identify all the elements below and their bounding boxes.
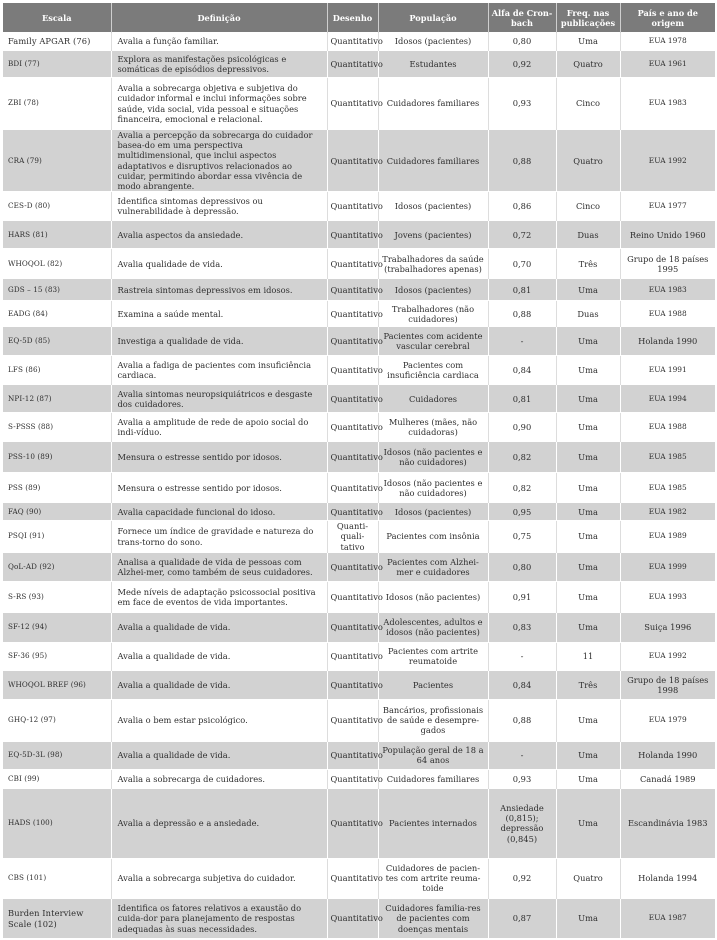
cell-design: Quantitativo	[327, 130, 378, 192]
cell-scale: EQ-5D-3L (98)	[3, 741, 111, 769]
cell-scale: WHOQOL (82)	[3, 249, 111, 279]
cell-frequency: Três	[556, 249, 620, 279]
cell-definition: Identifica os fatores relativos a exaustão do cuida-dor para planejamento de respostas adequadas às suas necessidades.	[111, 898, 327, 938]
cell-origin: EUA 1977	[620, 192, 715, 221]
cell-design: Quantitativo	[327, 78, 378, 130]
cell-definition: Avalia a sobrecarga subjetiva do cuidador.	[111, 858, 327, 898]
cell-design: Quantitativo	[327, 279, 378, 301]
cell-population: Pacientes com acidente vascular cerebral	[378, 327, 488, 356]
cell-frequency: Uma	[556, 552, 620, 581]
cell-population: Pacientes com artrite reumatoide	[378, 642, 488, 670]
cell-definition: Avalia capacidade funcional do idoso.	[111, 503, 327, 521]
cell-design: Quantitativo	[327, 192, 378, 221]
cell-origin: EUA 1978	[620, 33, 715, 51]
cell-definition: Avalia a qualidade de vida.	[111, 612, 327, 642]
cell-origin: Suiça 1996	[620, 612, 715, 642]
cell-definition: Mede níveis de adaptação psicossocial positiva em face de eventos de vida importantes.	[111, 581, 327, 612]
cell-origin: Reino Unido 1960	[620, 221, 715, 249]
table-row	[3, 279, 715, 301]
table-row	[3, 788, 715, 858]
cell-alpha: 0,86	[488, 192, 556, 221]
table-row	[3, 699, 715, 741]
cell-design: Quantitativo	[327, 442, 378, 473]
cell-alpha: 0,93	[488, 78, 556, 130]
cell-scale: GHQ-12 (97)	[3, 699, 111, 741]
header-origin: País e ano de origem	[620, 3, 715, 33]
cell-scale: CBI (99)	[3, 769, 111, 788]
cell-definition: Identifica sintomas depressivos ou vulnerabilidade à depressão.	[111, 192, 327, 221]
cell-definition: Examina a saúde mental.	[111, 301, 327, 327]
header-definition: Definição	[111, 3, 327, 33]
cell-origin: EUA 1992	[620, 642, 715, 670]
cell-population: Bancários, profissionais de saúde e desempre-gados	[378, 699, 488, 741]
cell-design: Quantitativo	[327, 642, 378, 670]
table-row	[3, 503, 715, 521]
cell-scale: CRA (79)	[3, 130, 111, 192]
cell-design: Quantitativo	[327, 581, 378, 612]
cell-origin: Grupo de 18 países 1995	[620, 249, 715, 279]
cell-frequency: Quatro	[556, 858, 620, 898]
table-row	[3, 301, 715, 327]
cell-frequency: Uma	[556, 521, 620, 553]
header-alpha: Alfa de Cron-bach	[488, 3, 556, 33]
cell-origin: EUA 1994	[620, 385, 715, 413]
table-row	[3, 221, 715, 249]
header-population: População	[378, 3, 488, 33]
cell-alpha: 0,75	[488, 521, 556, 553]
cell-origin: Canadá 1989	[620, 769, 715, 788]
cell-design: Quantitativo	[327, 503, 378, 521]
cell-alpha: 0,91	[488, 581, 556, 612]
cell-origin: EUA 1987	[620, 898, 715, 938]
header-design: Desenho	[327, 3, 378, 33]
cell-population: Pacientes	[378, 670, 488, 699]
cell-frequency: Uma	[556, 33, 620, 51]
cell-definition: Explora as manifestações psicológicas e somáticas de episódios depressivos.	[111, 51, 327, 78]
table-row	[3, 898, 715, 938]
cell-definition: Mensura o estresse sentido por idosos.	[111, 473, 327, 503]
cell-design: Quantitativo	[327, 612, 378, 642]
cell-population: Jovens (pacientes)	[378, 221, 488, 249]
cell-scale: HADS (100)	[3, 788, 111, 858]
cell-frequency: Uma	[556, 356, 620, 385]
table-row	[3, 612, 715, 642]
cell-alpha: 0,88	[488, 699, 556, 741]
cell-population: Pacientes com Alzhei-mer e cuidadores	[378, 552, 488, 581]
cell-population: Cuidadores familiares	[378, 78, 488, 130]
cell-scale: WHOQOL BREF (96)	[3, 670, 111, 699]
cell-scale: EADG (84)	[3, 301, 111, 327]
cell-design: Quantitativo	[327, 249, 378, 279]
cell-origin: EUA 1988	[620, 301, 715, 327]
cell-frequency: Uma	[556, 612, 620, 642]
cell-origin: EUA 1961	[620, 51, 715, 78]
cell-definition: Avalia a sobrecarga objetiva e subjetiva do cuidador informal e inclui informações sobre saúde, vida social, vida pessoal e situações financeira, emocional e relacional.	[111, 78, 327, 130]
cell-scale: EQ-5D (85)	[3, 327, 111, 356]
cell-alpha: 0,83	[488, 612, 556, 642]
table-row	[3, 442, 715, 473]
cell-origin: Holanda 1990	[620, 327, 715, 356]
cell-frequency: Quatro	[556, 51, 620, 78]
cell-alpha: 0,84	[488, 356, 556, 385]
cell-alpha: 0,81	[488, 279, 556, 301]
cell-frequency: Cinco	[556, 78, 620, 130]
cell-population: Cuidadores familiares	[378, 769, 488, 788]
cell-frequency: Uma	[556, 769, 620, 788]
cell-definition: Avalia a função familiar.	[111, 33, 327, 51]
cell-alpha: -	[488, 327, 556, 356]
table-header-row	[3, 3, 715, 33]
cell-frequency: Uma	[556, 413, 620, 442]
cell-scale: S-PSSS (88)	[3, 413, 111, 442]
cell-frequency: Uma	[556, 788, 620, 858]
cell-origin: EUA 1989	[620, 521, 715, 553]
table-row	[3, 642, 715, 670]
table-row	[3, 33, 715, 51]
cell-origin: EUA 1999	[620, 552, 715, 581]
cell-definition: Mensura o estresse sentido por idosos.	[111, 442, 327, 473]
cell-population: Cuidadores familiares	[378, 130, 488, 192]
cell-scale: BDI (77)	[3, 51, 111, 78]
table-body	[3, 33, 715, 939]
cell-alpha: 0,95	[488, 503, 556, 521]
cell-origin: EUA 1979	[620, 699, 715, 741]
cell-population: Idosos (pacientes)	[378, 33, 488, 51]
cell-definition: Rastreia sintomas depressivos em idosos.	[111, 279, 327, 301]
cell-design: Quantitativo	[327, 769, 378, 788]
cell-alpha: 0,92	[488, 858, 556, 898]
cell-frequency: Três	[556, 670, 620, 699]
cell-frequency: Cinco	[556, 192, 620, 221]
cell-scale: PSS-10 (89)	[3, 442, 111, 473]
cell-alpha: 0,81	[488, 385, 556, 413]
cell-origin: EUA 1983	[620, 78, 715, 130]
header-scale: Escala	[3, 3, 111, 33]
cell-population: Trabalhadores da saúde (trabalhadores apenas)	[378, 249, 488, 279]
cell-origin: EUA 1991	[620, 356, 715, 385]
cell-origin: EUA 1982	[620, 503, 715, 521]
cell-frequency: Uma	[556, 327, 620, 356]
table-row	[3, 249, 715, 279]
cell-population: Idosos (não pacientes)	[378, 581, 488, 612]
cell-population: Mulheres (mães, não cuidadoras)	[378, 413, 488, 442]
table-row	[3, 51, 715, 78]
cell-origin: EUA 1992	[620, 130, 715, 192]
table-row	[3, 385, 715, 413]
cell-frequency: Uma	[556, 741, 620, 769]
cell-alpha: 0,87	[488, 898, 556, 938]
cell-population: Cuidadores de pacien-tes com artrite reuma-toide	[378, 858, 488, 898]
cell-origin: Holanda 1994	[620, 858, 715, 898]
table-row	[3, 413, 715, 442]
cell-design: Quantitativo	[327, 473, 378, 503]
cell-frequency: Uma	[556, 581, 620, 612]
cell-frequency: Uma	[556, 699, 620, 741]
cell-scale: CES-D (80)	[3, 192, 111, 221]
cell-definition: Fornece um índice de gravidade e natureza do trans-torno do sono.	[111, 521, 327, 553]
cell-design: Quantitativo	[327, 858, 378, 898]
table-row	[3, 78, 715, 130]
cell-design: Quantitativo	[327, 413, 378, 442]
cell-design: Quantitativo	[327, 741, 378, 769]
cell-scale: SF-36 (95)	[3, 642, 111, 670]
cell-design: Quantitativo	[327, 33, 378, 51]
cell-origin: EUA 1985	[620, 473, 715, 503]
cell-definition: Avalia a amplitude de rede de apoio social do indi-víduo.	[111, 413, 327, 442]
cell-alpha: 0,80	[488, 552, 556, 581]
cell-alpha: 0,82	[488, 473, 556, 503]
cell-definition: Avalia a sobrecarga de cuidadores.	[111, 769, 327, 788]
cell-alpha: -	[488, 741, 556, 769]
table-row	[3, 130, 715, 192]
cell-definition: Avalia sintomas neuropsiquiátricos e desgaste dos cuidadores.	[111, 385, 327, 413]
cell-population: Idosos (pacientes)	[378, 503, 488, 521]
cell-origin: EUA 1985	[620, 442, 715, 473]
cell-design: Quantitativo	[327, 221, 378, 249]
cell-definition: Analisa a qualidade de vida de pessoas com Alzhei-mer, como também de seus cuidadores.	[111, 552, 327, 581]
cell-scale: PSS (89)	[3, 473, 111, 503]
cell-definition: Avalia qualidade de vida.	[111, 249, 327, 279]
cell-population: População geral de 18 a 64 anos	[378, 741, 488, 769]
cell-alpha: 0,72	[488, 221, 556, 249]
header-frequency: Freq. nas publicações	[556, 3, 620, 33]
cell-frequency: Uma	[556, 473, 620, 503]
cell-scale: S-RS (93)	[3, 581, 111, 612]
cell-population: Idosos (pacientes)	[378, 279, 488, 301]
cell-origin: Escandinávia 1983	[620, 788, 715, 858]
cell-scale: CBS (101)	[3, 858, 111, 898]
cell-alpha: 0,80	[488, 33, 556, 51]
cell-origin: EUA 1983	[620, 279, 715, 301]
cell-scale: ZBI (78)	[3, 78, 111, 130]
table-row	[3, 670, 715, 699]
table-row	[3, 581, 715, 612]
cell-alpha: 0,70	[488, 249, 556, 279]
cell-scale: NPI-12 (87)	[3, 385, 111, 413]
cell-origin: Holanda 1990	[620, 741, 715, 769]
scales-table-container	[3, 3, 715, 938]
table-row	[3, 473, 715, 503]
cell-alpha: 0,90	[488, 413, 556, 442]
cell-design: Quantitativo	[327, 356, 378, 385]
cell-frequency: Uma	[556, 503, 620, 521]
cell-design: Quantitativo	[327, 670, 378, 699]
cell-definition: Avalia o bem estar psicológico.	[111, 699, 327, 741]
table-row	[3, 521, 715, 553]
cell-design: Quantitativo	[327, 898, 378, 938]
cell-design: Quantitativo	[327, 699, 378, 741]
cell-design: Quantitativo	[327, 51, 378, 78]
cell-scale: Burden Interview Scale (102)	[3, 898, 111, 938]
cell-design: Quantitativo	[327, 301, 378, 327]
cell-population: Adolescentes, adultos e idosos (não pacientes)	[378, 612, 488, 642]
cell-definition: Avalia a percepção da sobrecarga do cuidador basea-do em uma perspectiva multidimensional, que inclui aspectos adaptativos e disruptivos relacionados ao cuidar, permitindo abordar essa vivência de modo abrangente.	[111, 130, 327, 192]
cell-scale: Family APGAR (76)	[3, 33, 111, 51]
cell-population: Pacientes com insuficiência cardiaca	[378, 356, 488, 385]
scales-table	[3, 3, 715, 938]
cell-scale: GDS – 15 (83)	[3, 279, 111, 301]
cell-alpha: -	[488, 642, 556, 670]
table-row	[3, 858, 715, 898]
cell-scale: PSQI (91)	[3, 521, 111, 553]
cell-origin: EUA 1993	[620, 581, 715, 612]
cell-population: Idosos (não pacientes e não cuidadores)	[378, 442, 488, 473]
cell-alpha: 0,92	[488, 51, 556, 78]
cell-design: Quantitativo	[327, 788, 378, 858]
cell-population: Cuidadores familia-res de pacientes com doenças mentais	[378, 898, 488, 938]
cell-definition: Avalia a qualidade de vida.	[111, 741, 327, 769]
cell-alpha: 0,84	[488, 670, 556, 699]
cell-definition: Investiga a qualidade de vida.	[111, 327, 327, 356]
cell-population: Pacientes internados	[378, 788, 488, 858]
table-row	[3, 356, 715, 385]
table-row	[3, 552, 715, 581]
cell-scale: HARS (81)	[3, 221, 111, 249]
cell-definition: Avalia a qualidade de vida.	[111, 642, 327, 670]
cell-population: Estudantes	[378, 51, 488, 78]
cell-frequency: Duas	[556, 301, 620, 327]
cell-alpha: 0,88	[488, 130, 556, 192]
cell-definition: Avalia aspectos da ansiedade.	[111, 221, 327, 249]
cell-frequency: Uma	[556, 898, 620, 938]
cell-population: Trabalhadores (não cuidadores)	[378, 301, 488, 327]
table-row	[3, 741, 715, 769]
table-row	[3, 769, 715, 788]
cell-scale: QoL-AD (92)	[3, 552, 111, 581]
cell-population: Idosos (pacientes)	[378, 192, 488, 221]
cell-definition: Avalia a depressão e a ansiedade.	[111, 788, 327, 858]
cell-alpha: Ansiedade (0,815); depressão (0,845)	[488, 788, 556, 858]
cell-definition: Avalia a fadiga de pacientes com insuficiência cardiaca.	[111, 356, 327, 385]
cell-definition: Avalia a qualidade de vida.	[111, 670, 327, 699]
cell-design: Quanti-quali-tativo	[327, 521, 378, 553]
cell-population: Cuidadores	[378, 385, 488, 413]
cell-population: Pacientes com insônia	[378, 521, 488, 553]
cell-frequency: Quatro	[556, 130, 620, 192]
cell-alpha: 0,82	[488, 442, 556, 473]
cell-origin: EUA 1988	[620, 413, 715, 442]
cell-alpha: 0,93	[488, 769, 556, 788]
cell-design: Quantitativo	[327, 385, 378, 413]
table-row	[3, 327, 715, 356]
cell-origin: Grupo de 18 países 1998	[620, 670, 715, 699]
cell-frequency: Uma	[556, 385, 620, 413]
cell-scale: LFS (86)	[3, 356, 111, 385]
cell-scale: SF-12 (94)	[3, 612, 111, 642]
cell-frequency: Duas	[556, 221, 620, 249]
cell-population: Idosos (não pacientes e não cuidadores)	[378, 473, 488, 503]
cell-design: Quantitativo	[327, 327, 378, 356]
cell-scale: FAQ (90)	[3, 503, 111, 521]
table-row	[3, 192, 715, 221]
cell-alpha: 0,88	[488, 301, 556, 327]
cell-design: Quantitativo	[327, 552, 378, 581]
cell-frequency: 11	[556, 642, 620, 670]
cell-frequency: Uma	[556, 442, 620, 473]
cell-frequency: Uma	[556, 279, 620, 301]
